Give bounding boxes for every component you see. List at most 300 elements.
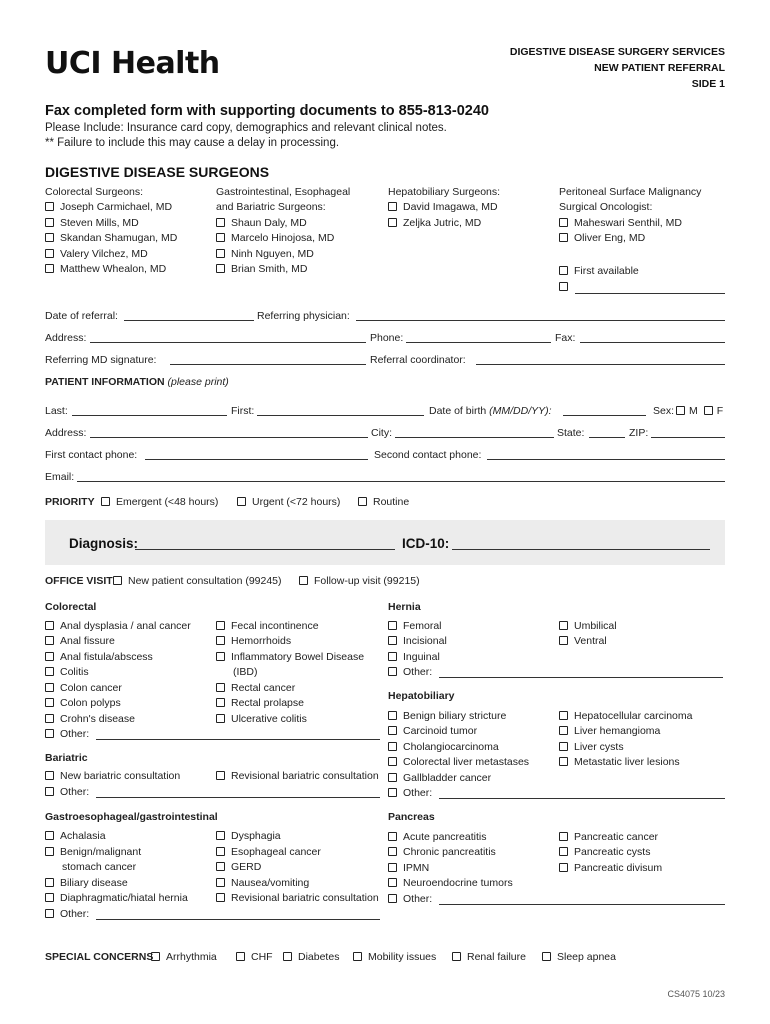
condition-label-cont: (IBD) — [233, 666, 258, 678]
first-available-label: First available — [574, 265, 639, 277]
condition-label: Ulcerative colitis — [231, 713, 307, 725]
condition-option[interactable] — [559, 862, 662, 874]
checkbox[interactable] — [216, 621, 225, 630]
first-available-option[interactable] — [559, 265, 639, 277]
checkbox[interactable] — [45, 909, 54, 918]
condition-label: Benign biliary stricture — [403, 710, 507, 722]
surgeon-option[interactable] — [216, 248, 314, 260]
surgeon-name: Zeljka Jutric, MD — [403, 217, 482, 229]
other-surgeon-option[interactable] — [559, 281, 574, 293]
icd10-label: ICD-10: — [402, 536, 450, 551]
checkbox[interactable] — [216, 862, 225, 871]
condition-option[interactable] — [45, 620, 191, 632]
concern-label: Diabetes — [298, 951, 340, 963]
checkbox[interactable] — [388, 652, 397, 661]
dob-label-text: Date of birth — [429, 405, 487, 417]
sex-m-label: M — [689, 405, 698, 417]
uci-health-logo: UCI Health — [45, 46, 220, 81]
referring-physician-label: Referring physician: — [257, 310, 350, 322]
city-field[interactable] — [395, 437, 554, 438]
condition-option[interactable] — [45, 682, 122, 694]
condition-option[interactable] — [45, 713, 135, 725]
checkbox[interactable] — [353, 952, 362, 961]
bariatric-other-field[interactable] — [96, 797, 380, 798]
colorectal-heading: Colorectal — [45, 601, 97, 613]
office-visit-option[interactable] — [299, 575, 420, 587]
checkbox[interactable] — [559, 726, 568, 735]
checkbox[interactable] — [559, 218, 568, 227]
condition-option[interactable] — [388, 846, 496, 858]
special-concerns-label: SPECIAL CONCERNS — [45, 951, 154, 963]
colorectal-other-field[interactable] — [96, 739, 380, 740]
checkbox[interactable] — [45, 714, 54, 723]
condition-option[interactable] — [388, 831, 486, 843]
checkbox[interactable] — [559, 757, 568, 766]
form-title-line1: DIGESTIVE DISEASE SURGERY SERVICES — [509, 46, 725, 58]
condition-label: Neuroendocrine tumors — [403, 877, 513, 889]
concern-option[interactable] — [236, 951, 273, 963]
checkbox[interactable] — [388, 711, 397, 720]
condition-label: Hepatocellular carcinoma — [574, 710, 693, 722]
concern-label: Arrhythmia — [166, 951, 217, 963]
concern-option[interactable] — [283, 951, 339, 963]
first-name-field[interactable] — [257, 415, 424, 416]
office-visit-option-label: Follow-up visit (99215) — [314, 575, 420, 587]
checkbox[interactable] — [101, 497, 110, 506]
condition-option[interactable] — [559, 741, 624, 753]
surgeon-option[interactable] — [45, 248, 148, 260]
condition-option[interactable] — [45, 635, 115, 647]
condition-label: Other: — [403, 787, 433, 799]
condition-option[interactable] — [216, 830, 281, 842]
concern-option[interactable] — [353, 951, 436, 963]
checkbox[interactable] — [216, 714, 225, 723]
condition-label: Benign/malignant — [60, 846, 142, 858]
first-name-label: First: — [231, 405, 255, 417]
checkbox[interactable] — [388, 636, 397, 645]
checkbox[interactable] — [113, 576, 122, 585]
surgeon-option[interactable] — [45, 217, 139, 229]
surgeon-name: Shaun Daly, MD — [231, 217, 307, 229]
condition-label: Anal dysplasia / anal cancer — [60, 620, 191, 632]
condition-option[interactable] — [216, 713, 307, 725]
checkbox[interactable] — [388, 202, 397, 211]
condition-label: Colitis — [60, 666, 89, 678]
checkbox[interactable] — [559, 233, 568, 242]
condition-option[interactable] — [388, 651, 440, 663]
condition-option[interactable] — [216, 846, 321, 858]
condition-label: IPMN — [403, 862, 430, 874]
surgeon-option[interactable] — [559, 232, 645, 244]
condition-option[interactable] — [388, 862, 429, 874]
second-phone-field[interactable] — [487, 459, 725, 460]
checkbox[interactable] — [216, 771, 225, 780]
colorectal-surgeons-label: Colorectal Surgeons: — [45, 186, 144, 198]
surgeon-option[interactable] — [45, 232, 177, 244]
priority-option-label: Emergent (<48 hours) — [116, 496, 219, 508]
checkbox[interactable] — [236, 952, 245, 961]
checkbox[interactable] — [45, 636, 54, 645]
condition-label: Liver cysts — [574, 741, 624, 753]
checkbox[interactable] — [283, 952, 292, 961]
other-surgeon-field[interactable] — [575, 293, 725, 294]
fax-instruction: Fax completed form with supporting documents to 855-813-0240 — [45, 103, 489, 119]
checkbox[interactable] — [388, 894, 397, 903]
surgeon-option[interactable] — [216, 217, 307, 229]
referral-fax-label: Fax: — [555, 332, 576, 344]
condition-label: Liver hemangioma — [574, 725, 661, 737]
condition-option[interactable] — [45, 846, 141, 858]
surgeon-option[interactable] — [388, 201, 498, 213]
condition-option[interactable] — [45, 651, 153, 663]
checkbox[interactable] — [45, 683, 54, 692]
checkbox[interactable] — [559, 847, 568, 856]
referral-address-label: Address: — [45, 332, 87, 344]
condition-label: Chronic pancreatitis — [403, 846, 496, 858]
first-phone-field[interactable] — [145, 459, 368, 460]
condition-option[interactable] — [388, 756, 529, 768]
condition-label: GERD — [231, 861, 262, 873]
patient-address-field[interactable] — [90, 437, 368, 438]
condition-option[interactable] — [388, 772, 491, 784]
concern-label: Renal failure — [467, 951, 526, 963]
condition-option[interactable] — [216, 651, 364, 663]
checkbox[interactable] — [452, 952, 461, 961]
surgeon-name: Oliver Eng, MD — [574, 232, 646, 244]
dob-format: (MM/DD/YY): — [489, 405, 552, 417]
surgeon-option[interactable] — [559, 217, 682, 229]
form-title-line3: SIDE 1 — [691, 78, 725, 90]
condition-label: Colon cancer — [60, 682, 122, 694]
checkbox[interactable] — [45, 249, 54, 258]
form-title — [510, 44, 725, 92]
concern-option[interactable] — [542, 951, 616, 963]
concern-label: CHF — [251, 951, 273, 963]
checkbox[interactable] — [216, 652, 225, 661]
condition-option[interactable] — [216, 697, 304, 709]
condition-option[interactable] — [45, 697, 121, 709]
checkbox[interactable] — [559, 863, 568, 872]
checkbox[interactable] — [45, 831, 54, 840]
condition-label: Fecal incontinence — [231, 620, 319, 632]
checkbox[interactable] — [388, 667, 397, 676]
condition-option[interactable] — [559, 756, 680, 768]
sex-selector[interactable] — [653, 405, 723, 417]
zip-label: ZIP: — [629, 427, 649, 439]
surgeon-option[interactable] — [388, 217, 481, 229]
include-note: Please Include: Insurance card copy, demographics and relevant clinical notes. — [45, 122, 447, 134]
hernia-other-field[interactable] — [439, 677, 723, 678]
checkbox[interactable] — [45, 847, 54, 856]
checkbox[interactable] — [216, 893, 225, 902]
surgeon-name: Marcelo Hinojosa, MD — [231, 232, 335, 244]
condition-label: Esophageal cancer — [231, 846, 321, 858]
condition-label: Carcinoid tumor — [403, 725, 478, 737]
condition-label: Pancreatic cancer — [574, 831, 659, 843]
condition-label: Anal fistula/abscess — [60, 651, 153, 663]
condition-label: Pancreatic divisum — [574, 862, 663, 874]
condition-option[interactable] — [388, 635, 447, 647]
office-visit-option-label: New patient consultation (99245) — [128, 575, 282, 587]
checkbox[interactable] — [559, 711, 568, 720]
checkbox[interactable] — [388, 847, 397, 856]
condition-option[interactable] — [45, 877, 128, 889]
diagnosis-panel — [45, 520, 725, 565]
condition-label: Anal fissure — [60, 635, 115, 647]
concern-label: Sleep apnea — [557, 951, 616, 963]
referral-address-field[interactable] — [90, 342, 366, 343]
checkbox[interactable] — [45, 652, 54, 661]
referral-fax-field[interactable] — [580, 342, 725, 343]
checkbox[interactable] — [388, 742, 397, 751]
referral-coordinator-field[interactable] — [476, 364, 725, 365]
checkbox[interactable] — [559, 266, 568, 275]
condition-option[interactable] — [388, 877, 513, 889]
surgeon-name: Brian Smith, MD — [231, 263, 308, 275]
office-visit-option[interactable] — [113, 575, 282, 587]
condition-option-other[interactable] — [388, 893, 432, 905]
second-phone-label: Second contact phone: — [374, 449, 482, 461]
checkbox[interactable] — [358, 497, 367, 506]
referring-physician-field[interactable] — [356, 320, 725, 321]
pancreas-heading: Pancreas — [388, 811, 435, 823]
condition-label: Colon polyps — [60, 697, 121, 709]
md-signature-label: Referring MD signature: — [45, 354, 157, 366]
referral-coordinator-label: Referral coordinator: — [370, 354, 466, 366]
surgeon-name: Skandan Shamugan, MD — [60, 232, 178, 244]
checkbox[interactable] — [45, 729, 54, 738]
condition-label: Other: — [60, 908, 90, 920]
hepatobiliary-heading: Hepatobiliary — [388, 690, 455, 702]
checkbox[interactable] — [45, 698, 54, 707]
gastro-other-field[interactable] — [96, 919, 380, 920]
email-label: Email: — [45, 471, 75, 483]
checkbox[interactable] — [559, 621, 568, 630]
condition-label: Rectal prolapse — [231, 697, 304, 709]
condition-label: Crohn's disease — [60, 713, 135, 725]
state-label: State: — [557, 427, 585, 439]
condition-option[interactable] — [216, 635, 291, 647]
condition-option-other[interactable] — [45, 786, 89, 798]
condition-option[interactable] — [559, 831, 658, 843]
dob-field[interactable] — [563, 415, 646, 416]
checkbox[interactable] — [388, 218, 397, 227]
checkbox[interactable] — [45, 264, 54, 273]
condition-option-other[interactable] — [388, 787, 432, 799]
checkbox[interactable] — [45, 621, 54, 630]
condition-option[interactable] — [559, 846, 650, 858]
diagnosis-label: Diagnosis: — [69, 536, 139, 551]
email-field[interactable] — [77, 481, 725, 482]
surgeon-option[interactable] — [216, 232, 334, 244]
condition-option[interactable] — [216, 861, 261, 873]
checkbox[interactable] — [45, 202, 54, 211]
condition-label: Metastatic liver lesions — [574, 756, 680, 768]
condition-label: Diaphragmatic/hiatal hernia — [60, 892, 188, 904]
checkbox[interactable] — [216, 233, 225, 242]
surgeon-option[interactable] — [216, 263, 307, 275]
patient-info-heading — [45, 376, 229, 388]
checkbox[interactable] — [559, 742, 568, 751]
condition-option[interactable] — [45, 770, 180, 782]
condition-label: Ventral — [574, 635, 607, 647]
checkbox[interactable] — [388, 832, 397, 841]
checkbox[interactable] — [559, 636, 568, 645]
priority-option-label: Routine — [373, 496, 410, 508]
last-name-label: Last: — [45, 405, 68, 417]
condition-label: Other: — [60, 728, 90, 740]
sex-m-checkbox[interactable] — [676, 406, 685, 415]
checkbox[interactable] — [45, 893, 54, 902]
surgeon-name: Joseph Carmichael, MD — [60, 201, 173, 213]
checkbox[interactable] — [216, 847, 225, 856]
condition-option[interactable] — [45, 892, 188, 904]
condition-option[interactable] — [388, 725, 477, 737]
failure-note: ** Failure to include this may cause a delay in processing. — [45, 137, 340, 149]
checkbox[interactable] — [45, 667, 54, 676]
condition-option[interactable] — [559, 725, 660, 737]
condition-option-other[interactable] — [388, 666, 432, 678]
condition-label: Inguinal — [403, 651, 440, 663]
checkbox[interactable] — [559, 282, 568, 291]
sex-label: Sex: — [653, 405, 675, 417]
checkbox[interactable] — [45, 787, 54, 796]
date-of-referral-label: Date of referral: — [45, 310, 118, 322]
hepatobiliary-other-field[interactable] — [439, 798, 725, 799]
surgeon-name: Steven Mills, MD — [60, 217, 139, 229]
city-label: City: — [371, 427, 392, 439]
checkbox[interactable] — [388, 773, 397, 782]
condition-label: Nausea/vomiting — [231, 877, 310, 889]
condition-label: Acute pancreatitis — [403, 831, 487, 843]
referral-phone-label: Phone: — [370, 332, 404, 344]
condition-option-other[interactable] — [45, 728, 89, 740]
checkbox[interactable] — [216, 636, 225, 645]
condition-label: Dysphagia — [231, 830, 281, 842]
last-name-field[interactable] — [72, 415, 227, 416]
condition-option[interactable] — [559, 620, 617, 632]
checkbox[interactable] — [216, 264, 225, 273]
md-signature-field[interactable] — [170, 364, 366, 365]
date-of-referral-field[interactable] — [124, 320, 254, 321]
form-code: CS4075 10/23 — [667, 989, 725, 999]
checkbox[interactable] — [388, 621, 397, 630]
icd10-field[interactable] — [452, 549, 710, 550]
condition-option[interactable] — [216, 877, 309, 889]
condition-label: Cholangiocarcinoma — [403, 741, 499, 753]
concern-label: Mobility issues — [368, 951, 437, 963]
checkbox[interactable] — [388, 788, 397, 797]
surgeon-option[interactable] — [45, 201, 172, 213]
priority-option[interactable] — [101, 496, 218, 508]
checkbox[interactable] — [216, 249, 225, 258]
condition-option[interactable] — [388, 620, 442, 632]
surgeon-name: Matthew Whealon, MD — [60, 263, 167, 275]
condition-label: Achalasia — [60, 830, 106, 842]
checkbox[interactable] — [559, 832, 568, 841]
checkbox[interactable] — [388, 878, 397, 887]
priority-option[interactable] — [237, 496, 340, 508]
patient-address-label: Address: — [45, 427, 87, 439]
condition-option[interactable] — [216, 770, 379, 782]
concern-option[interactable] — [151, 951, 217, 963]
checkbox[interactable] — [216, 698, 225, 707]
checkbox[interactable] — [216, 683, 225, 692]
condition-option[interactable] — [559, 635, 607, 647]
checkbox[interactable] — [216, 878, 225, 887]
surgeon-name: David Imagawa, MD — [403, 201, 498, 213]
priority-option[interactable] — [358, 496, 409, 508]
condition-label: Other: — [403, 666, 433, 678]
sex-f-checkbox[interactable] — [704, 406, 713, 415]
condition-option[interactable] — [388, 710, 506, 722]
bariatric-heading: Bariatric — [45, 752, 88, 764]
condition-label: Gallbladder cancer — [403, 772, 492, 784]
checkbox[interactable] — [45, 771, 54, 780]
checkbox[interactable] — [388, 863, 397, 872]
condition-option[interactable] — [45, 830, 106, 842]
diagnosis-field[interactable] — [135, 549, 395, 550]
patient-info-title: PATIENT INFORMATION — [45, 376, 165, 388]
condition-option[interactable] — [388, 741, 499, 753]
condition-label: Inflammatory Bowel Disease — [231, 651, 365, 663]
checkbox[interactable] — [388, 726, 397, 735]
condition-option-other[interactable] — [45, 908, 89, 920]
condition-option[interactable] — [45, 666, 89, 678]
state-field[interactable] — [589, 437, 625, 438]
checkbox[interactable] — [45, 218, 54, 227]
surgeon-name: Valery Vilchez, MD — [60, 248, 148, 260]
condition-label: Revisional bariatric consultation — [231, 892, 379, 904]
surgeon-option[interactable] — [45, 263, 166, 275]
gastro-surgeons-label2: and Bariatric Surgeons: — [216, 201, 326, 213]
sex-f-label: F — [716, 405, 724, 417]
condition-option[interactable] — [216, 892, 379, 904]
checkbox[interactable] — [151, 952, 160, 961]
condition-option[interactable] — [216, 682, 295, 694]
pancreas-other-field[interactable] — [439, 904, 725, 905]
patient-info-note: (please print) — [167, 376, 229, 388]
condition-label: Hemorrhoids — [231, 635, 292, 647]
checkbox[interactable] — [388, 757, 397, 766]
condition-label: Other: — [403, 893, 433, 905]
checkbox[interactable] — [45, 878, 54, 887]
referral-phone-field[interactable] — [406, 342, 551, 343]
checkbox[interactable] — [216, 218, 225, 227]
priority-label: PRIORITY — [45, 496, 95, 508]
condition-label: New bariatric consultation — [60, 770, 181, 782]
condition-option[interactable] — [559, 710, 692, 722]
zip-field[interactable] — [651, 437, 725, 438]
form-title-line2: NEW PATIENT REFERRAL — [594, 62, 725, 74]
condition-label: Incisional — [403, 635, 447, 647]
condition-label: Revisional bariatric consultation — [231, 770, 379, 782]
checkbox[interactable] — [45, 233, 54, 242]
checkbox[interactable] — [542, 952, 551, 961]
condition-label: Umbilical — [574, 620, 617, 632]
checkbox[interactable] — [216, 831, 225, 840]
gastro-surgeons-label1: Gastrointestinal, Esophageal — [216, 186, 351, 198]
checkbox[interactable] — [299, 576, 308, 585]
condition-label: Femoral — [403, 620, 442, 632]
concern-option[interactable] — [452, 951, 526, 963]
gastro-heading: Gastroesophageal/gastrointestinal — [45, 811, 218, 823]
checkbox[interactable] — [237, 497, 246, 506]
office-visit-label: OFFICE VISIT — [45, 575, 113, 587]
surgeon-name: Maheswari Senthil, MD — [574, 217, 682, 229]
condition-label: Pancreatic cysts — [574, 846, 651, 858]
condition-option[interactable] — [216, 620, 319, 632]
